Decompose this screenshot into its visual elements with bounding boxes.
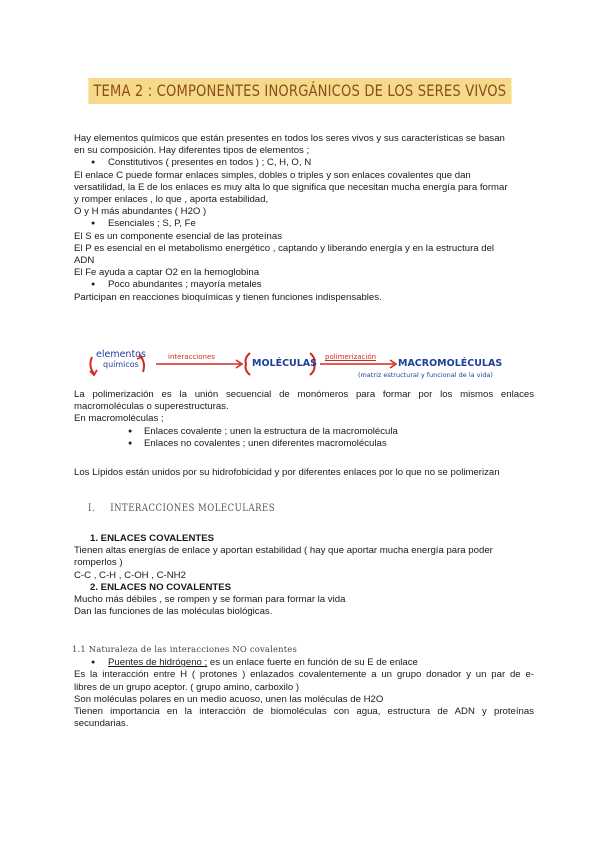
bullet-esenciales: ● Esenciales ; S, P, Fe — [74, 218, 534, 230]
text-line: Participan en reacciones bioquímicas y tienen funciones indispensables. — [74, 291, 382, 303]
bracket-left — [246, 353, 251, 375]
text-line: versatilidad, la E de los enlaces es muy alta lo que significa que necesitan mucha energía para formar — [74, 181, 508, 193]
text-line: Dan las funciones de las moléculas biológicas. — [74, 606, 273, 618]
subheading-naturaleza: 1.1 Naturaleza de las interacciones NO covalentes — [72, 644, 297, 654]
section-number: I. — [88, 503, 96, 514]
text-line: macromoléculas o superestructuras. — [74, 401, 229, 413]
text-line: Tienen importancia en la interacción de biomoléculas con agua, estructura de ADN y proteínas — [74, 706, 534, 718]
bullet-enlaces-covalente: ● Enlaces covalente ; unen la estructura de la macromolécula — [74, 426, 534, 438]
text-line: C-C , C-H , C-OH , C-NH2 — [74, 569, 186, 581]
naturaleza-section — [74, 643, 534, 730]
intro-section — [74, 133, 534, 304]
text-line: Es la interacción entre H ( protones ) enlazados covalentemente a un grupo donador y un par de e- — [74, 669, 534, 681]
bullet-puentes-hidrogeno — [74, 657, 534, 669]
heading-enlaces-covalentes: 1. ENLACES COVALENTES — [90, 533, 215, 544]
section-heading-interacciones — [88, 503, 275, 514]
text-line: y romper enlaces , lo que , aporta estabilidad, — [74, 194, 269, 206]
text-line: ADN — [74, 255, 95, 267]
text-line: romperlos ) — [74, 557, 123, 569]
text-line: El enlace C puede formar enlaces simples, dobles o triples y son enlaces covalentes que dan — [74, 169, 471, 181]
flow-diagram — [88, 348, 528, 384]
diagram-matriz: (matriz estructural y funcional de la vida) — [358, 371, 493, 379]
bullet-constitutivos: ● Constitutivos ( presentes en todos ) ; C, H, O, N — [74, 157, 534, 169]
polimerizacion-section — [74, 389, 534, 450]
title-wrapper — [0, 78, 600, 104]
lipidos-line — [74, 467, 534, 479]
text-line: Los Lípidos están unidos por su hidrofobicidad y por diferentes enlaces por lo que no se polimerizan — [74, 467, 500, 478]
diagram-moleculas: MOLÉCULAS — [252, 358, 318, 369]
text-line: libres de un grupo aceptor. ( grupo amino, carboxilo ) — [74, 681, 300, 693]
text-line: En macromoléculas ; — [74, 413, 164, 425]
heading-enlaces-no-covalentes: 2. ENLACES NO COVALENTES — [90, 581, 232, 593]
diagram-quimicos: químicos — [103, 360, 139, 369]
diagram-interacciones: interacciones — [168, 353, 215, 361]
bullet-enlaces-no-covalentes: ● Enlaces no covalentes ; unen diferentes macromoléculas — [74, 438, 534, 450]
text-line: La polimerización es la unión secuencial de monómeros para formar por los mismos enlaces — [74, 389, 534, 400]
text-line: Mucho más débiles , se rompen y se forman para formar la vida — [74, 594, 346, 606]
text-line: Tienen altas energías de enlace y aportan estabilidad ( hay que aportar mucha energía para poder — [74, 545, 493, 557]
text-line: El S es un componente esencial de las proteínas — [74, 230, 282, 242]
diagram-macromoleculas: MACROMOLÉCULAS — [398, 358, 503, 369]
puentes-rest: es un enlace fuerte en función de su E de enlace — [207, 657, 418, 669]
covalentes-section — [74, 533, 534, 618]
text-line: El P es esencial en el metabolismo energético , captando y liberando energía y en la estructura del — [74, 242, 495, 254]
page-title: TEMA 2 : COMPONENTES INORGÁNICOS DE LOS SERES VIVOS — [89, 78, 512, 104]
diagram-polimerizacion: polimerización — [325, 353, 377, 361]
text-line: O y H más abundantes ( H2O ) — [74, 206, 207, 218]
bullet-poco-abundantes: ● Poco abundantes ; mayoría metales — [74, 279, 534, 291]
text-line: secundarias. — [74, 718, 129, 730]
text-line: Hay elementos químicos que están presentes en todos los seres vivos y sus características se basan — [74, 133, 505, 144]
puentes-label: Puentes de hidrógeno ; — [108, 657, 208, 669]
text-line: en su composición. Hay diferentes tipos de elementos ; — [74, 145, 310, 157]
diagram-elementos: elementos — [96, 349, 146, 360]
section-title: INTERACCIONES MOLECULARES — [110, 503, 276, 514]
text-line: El Fe ayuda a captar O2 en la hemoglobina — [74, 267, 260, 279]
text-line: Son moléculas polares en un medio acuoso, unen las moléculas de H2O — [74, 693, 384, 705]
